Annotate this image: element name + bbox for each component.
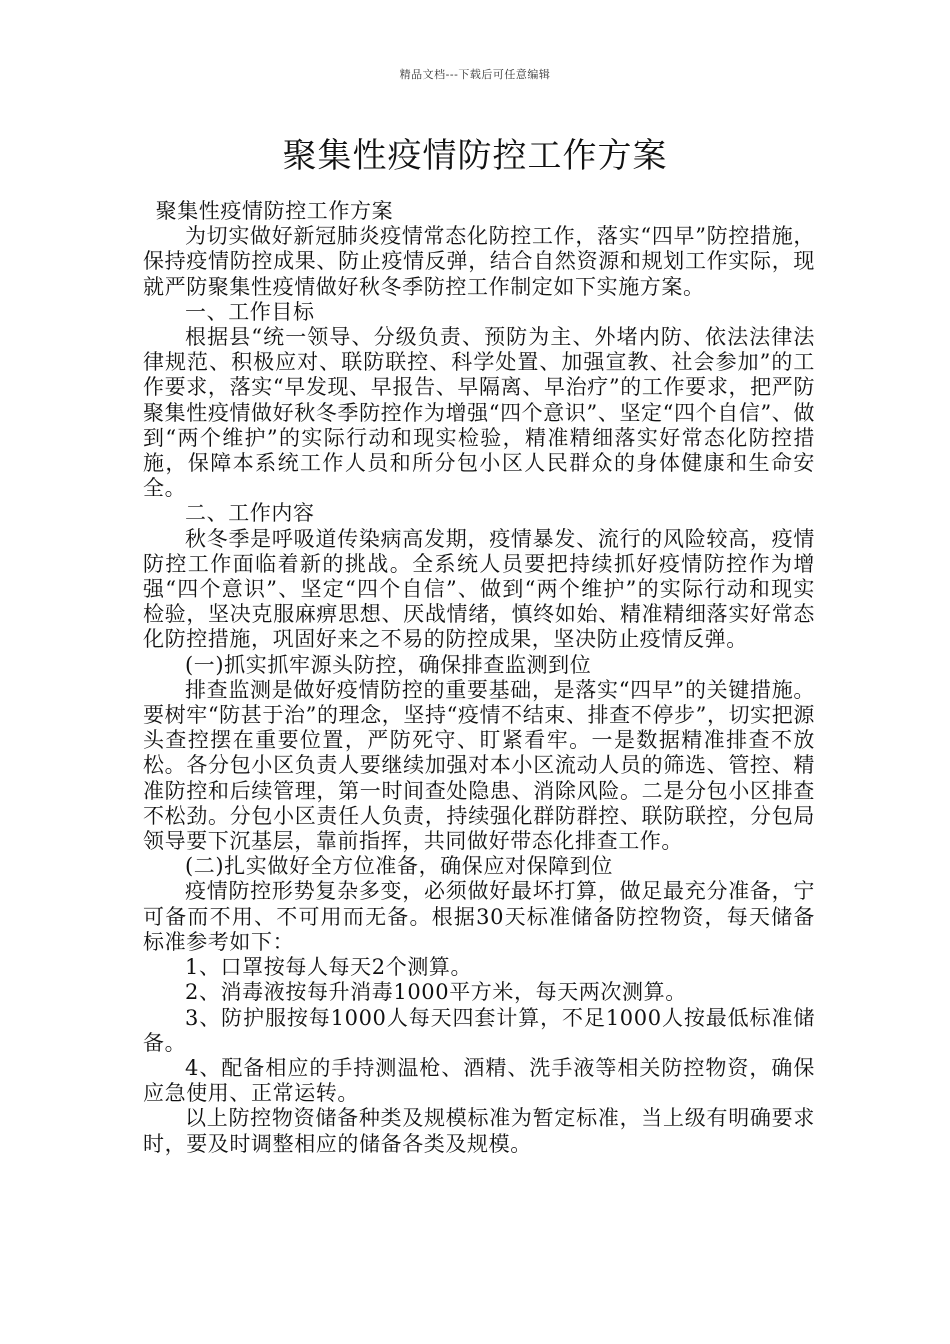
- subsection-1-paragraph: 排查监测是做好疫情防控的重要基础，是落实“四早”的关键措施。要树牢“防甚于治”的理念，坚持“疫情不结束、排查不停步”，切实把源头查控摆在重要位置，严防死守、盯紧看牢。一是数据精准排查不放松。各分包小区负责人要继续加强对本小区流动人员的筛选、管控、精准防控和后续管理，第一时间查处隐患、消除风险。二是分包小区排查不松劲。分包小区责任人负责，持续强化群防群控、联防联控，分包局领导要下沉基层，靠前指挥，共同做好带态化排查工作。: [143, 677, 815, 854]
- document-body: [143, 199, 815, 1157]
- subsection-2-paragraph: 疫情防控形势复杂多变，必须做好最坏打算，做足最充分准备，宁可备而不用、不可用而无备。根据30天标准储备防控物资，每天储备标准参考如下：: [143, 879, 815, 954]
- goals-paragraph: 根据县“统一领导、分级负责、预防为主、外堵内防、依法法律法律规范、积极应对、联防联控、科学处置、加强宣教、社会参加”的工作要求，落实“早发现、早报告、早隔离、早治疗”的工作要求，把严防聚集性疫情做好秋冬季防控作为增强“四个意识”、坚定“四个自信”、做到“两个维护”的实际行动和现实检验，精准精细落实好常态化防控措施，保障本系统工作人员和所分包小区人民群众的身体健康和生命安全。: [143, 325, 815, 501]
- closing-paragraph: 以上防控物资储备种类及规模标准为暂定标准，当上级有明确要求时，要及时调整相应的储备各类及规模。: [143, 1106, 815, 1156]
- intro-paragraph: 为切实做好新冠肺炎疫情常态化防控工作，落实“四早”防控措施，保持疫情防控成果、防止疫情反弹，结合自然资源和规划工作实际，现就严防聚集性疫情做好秋冬季防控工作制定如下实施方案。: [143, 224, 815, 299]
- list-item-protective-suits: 3、防护服按每1000人每天四套计算，不足1000人按最低标准储备。: [143, 1005, 815, 1055]
- section-heading-goals: 一、工作目标: [185, 299, 315, 324]
- doc-subtitle: 聚集性疫情防控工作方案: [155, 199, 394, 223]
- subsection-heading-2: (二)扎实做好全方位准备，确保应对保障到位: [185, 854, 613, 879]
- content-paragraph: 秋冬季是呼吸道传染病高发期，疫情暴发、流行的风险较高，疫情防控工作面临着新的挑战。全系统人员要把持续抓好疫情防控作为增强“四个意识”、坚定“四个自信”、做到“两个维护”的实际行动和现实检验，坚决克服麻痹思想、厌战情绪，慎终如始、精准精细落实好常态化防控措施，巩固好来之不易的防控成果，坚决防止疫情反弹。: [143, 526, 815, 652]
- list-item-supplies: 4、配备相应的手持测温枪、酒精、洗手液等相关防控物资，确保应急使用、正常运转。: [143, 1055, 815, 1106]
- list-item-masks: 1、口罩按每人每天2个测算。: [185, 955, 473, 980]
- page-header-note: 精品文档---下载后可任意编辑: [399, 68, 551, 81]
- list-item-disinfectant: 2、消毒液按每升消毒1000平方米，每天两次测算。: [185, 980, 687, 1005]
- subsection-heading-1: (一)抓实抓牢源头防控，确保排查监测到位: [185, 652, 592, 677]
- document-title: 聚集性疫情防控工作方案: [282, 136, 668, 176]
- section-heading-content: 二、工作内容: [185, 501, 315, 526]
